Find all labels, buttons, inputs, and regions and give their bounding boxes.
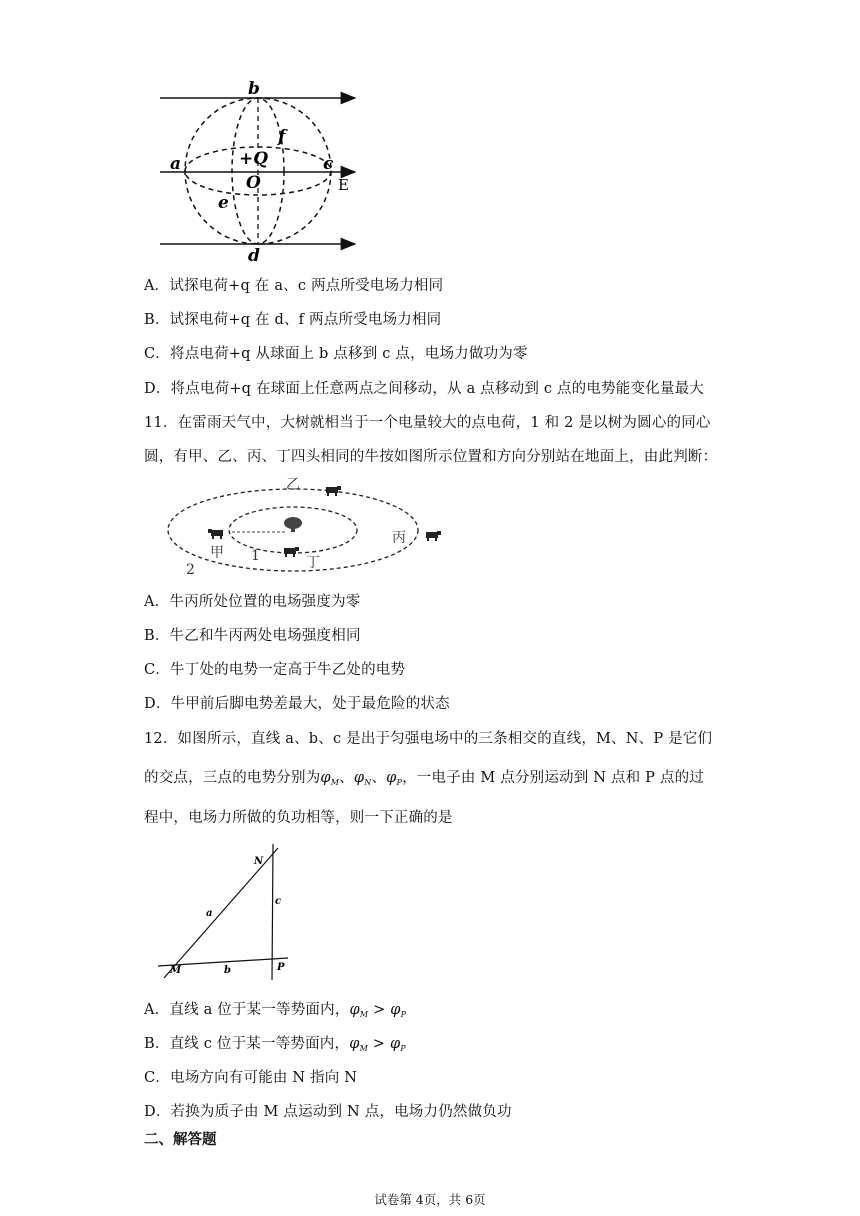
label-o: O: [246, 173, 261, 193]
q12-option-b: B．直线 c 位于某一等势面内，$\varphi_M > \varphi_P$: [144, 1036, 406, 1053]
section-heading: 二、解答题: [144, 1131, 217, 1148]
label-bing: 丙: [392, 530, 406, 546]
q11-line-1: 11．在雷雨天气中，大树就相当于一个电量较大的点电荷，1 和 2 是以树为圆心的同心: [144, 415, 711, 431]
label-a-line: a: [206, 908, 213, 919]
q12-line-1: 12．如图所示，直线 a、b、c 是出于匀强电场中的三条相交的直线，M、N、P 是它们: [144, 731, 713, 747]
label-2: 2: [186, 562, 195, 578]
sphere-field-figure: [150, 74, 375, 270]
q12-line-3: 程中，电场力所做的负功相等，则一下正确的是: [144, 810, 453, 826]
q12-option-c: C．电场方向有可能由 N 指向 N: [144, 1070, 358, 1086]
label-e: e: [218, 193, 229, 213]
q12-option-d: D．若换为质子由 M 点运动到 N 点，电场力仍然做负功: [144, 1104, 512, 1120]
label-b: b: [248, 79, 260, 99]
q10-option-a: A．试探电荷+q 在 a、c 两点所受电场力相同: [144, 278, 444, 294]
label-jia: 甲: [210, 545, 224, 561]
tree-icon: [284, 517, 302, 532]
cow-bing-icon: [426, 531, 441, 541]
q12-line-2: 的交点，三点的电势分别为$\varphi_M$、$\varphi_N$、$\varphi_P$，一电子由 M 点分别运动到 N 点和 P 点的过: [144, 770, 705, 787]
label-plus-q: +Q: [239, 149, 269, 169]
q12-option-a: A．直线 a 位于某一等势面内，$\varphi_M > \varphi_P$: [144, 1002, 407, 1019]
label-f: f: [278, 127, 286, 147]
label-1: 1: [251, 548, 260, 564]
q11-option-d: D．牛甲前后脚电势差最大，处于最危险的状态: [144, 696, 450, 712]
q10-option-c: C．将点电荷+q 从球面上 b 点移到 c 点，电场力做功为零: [144, 346, 528, 362]
label-e-field: E: [338, 176, 349, 194]
line-c: [272, 844, 273, 980]
q10-option-b: B．试探电荷+q 在 d、f 两点所受电场力相同: [144, 312, 442, 328]
q11-option-b: B．牛乙和牛丙两处电场强度相同: [144, 628, 361, 644]
cow-ding-icon: [284, 547, 299, 557]
q11-option-a: A．牛丙所处位置的电场强度为零: [144, 594, 361, 610]
label-a: a: [170, 154, 182, 174]
label-d: d: [248, 246, 260, 266]
label-yi: 乙: [286, 477, 300, 493]
label-b-line: b: [224, 965, 231, 976]
label-p: P: [277, 962, 285, 973]
cow-yi-icon: [326, 486, 341, 496]
label-m: M: [170, 965, 182, 976]
triangle-lines-figure: [150, 842, 300, 982]
q10-option-d: D．将点电荷+q 在球面上任意两点之间移动，从 a 点移动到 c 点的电势能变化量最大: [144, 381, 704, 397]
line-a: [164, 848, 278, 978]
q11-option-c: C．牛丁处的电势一定高于牛乙处的电势: [144, 662, 406, 678]
label-n: N: [254, 856, 264, 867]
page-footer: 试卷第 4页，共 6页: [374, 1192, 486, 1207]
label-c: c: [323, 154, 334, 174]
q11-line-2: 圆，有甲、乙、丙、丁四头相同的牛按如图所示位置和方向分别站在地面上，由此判断：: [144, 449, 718, 465]
label-c-line: c: [275, 896, 282, 907]
cow-jia-icon: [208, 529, 223, 539]
cows-tree-figure: [148, 474, 448, 578]
q12-line-2-pre: 的交点，三点的电势分别为: [144, 770, 321, 786]
q12-line-2-post: ，一电子由 M 点分别运动到 N 点和 P 点的过: [402, 770, 705, 786]
label-ding: 丁: [306, 555, 320, 571]
